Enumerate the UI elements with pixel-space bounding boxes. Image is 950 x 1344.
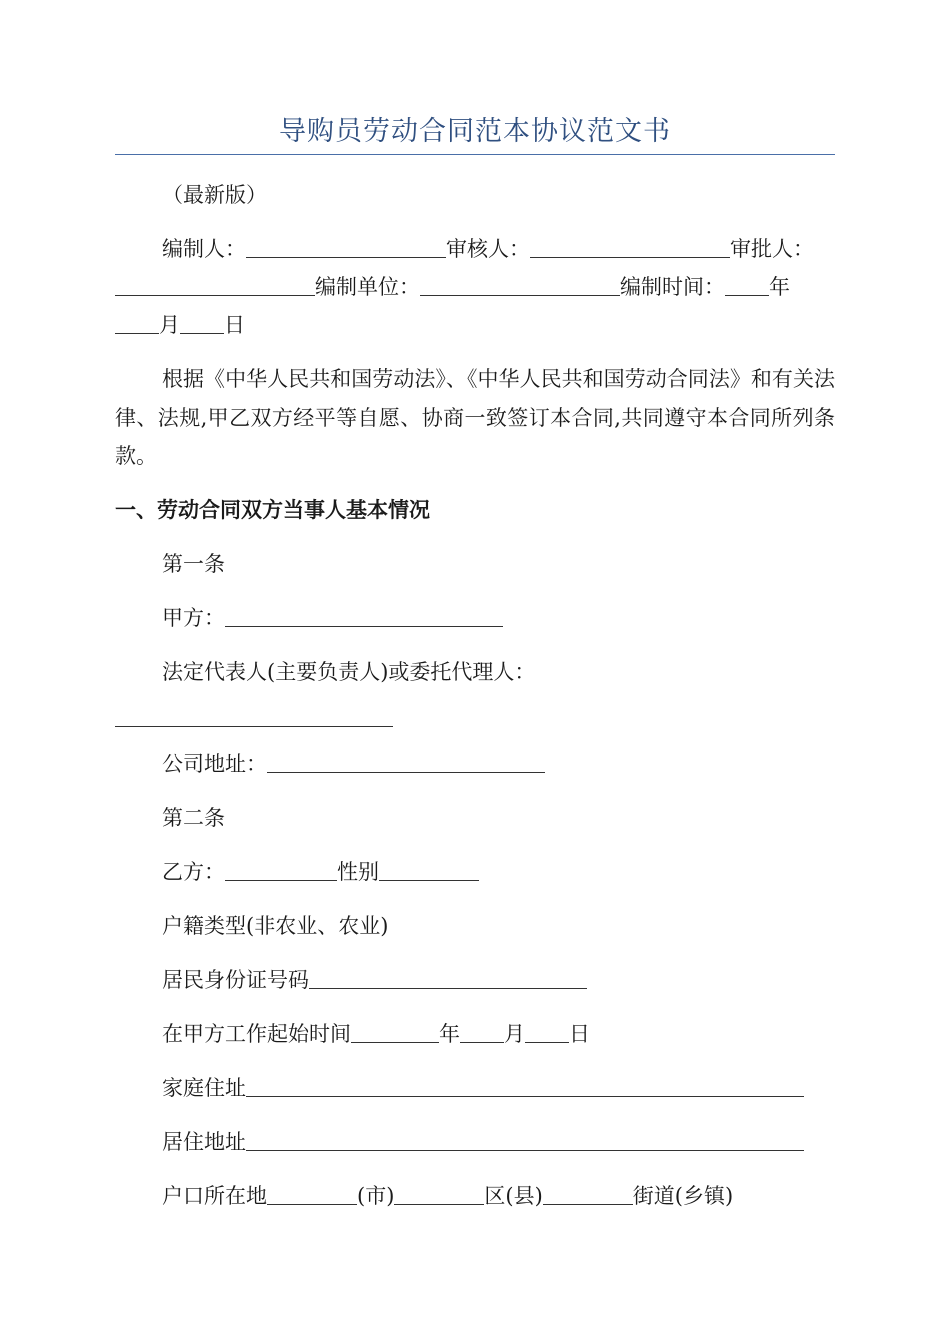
meta-line-2 [115,268,835,306]
approver-blank[interactable] [115,275,315,296]
hukou-type: 户籍类型(非农业、农业) [162,914,389,938]
city-blank[interactable] [267,1184,357,1205]
start-year-blank[interactable] [351,1022,439,1043]
residence-line [115,1123,835,1161]
reviewer-blank[interactable] [530,237,730,258]
residence-label: 居住地址 [162,1130,246,1154]
party-b-line [115,853,835,891]
gender-blank[interactable] [379,860,479,881]
party-a-line [115,599,835,637]
home-blank[interactable] [246,1076,804,1097]
residence-blank[interactable] [246,1130,804,1151]
year-label: 年 [769,275,790,299]
party-a-blank[interactable] [225,606,503,627]
start-day-blank[interactable] [525,1022,569,1043]
meta-line-3 [115,306,835,344]
article-2: 第二条 [162,806,225,830]
district-label: 区(县) [484,1184,543,1208]
document-title: 导购员劳动合同范本协议范文书 [279,116,671,147]
street-blank[interactable] [543,1184,633,1205]
hukou-place-label: 户口所在地 [162,1184,267,1208]
legal-rep-blank[interactable] [115,706,393,727]
party-b-blank[interactable] [225,860,337,881]
id-label: 居民身份证号码 [162,968,309,992]
start-label: 在甲方工作起始时间 [162,1022,351,1046]
legal-rep-line [115,699,835,737]
title-underline [115,154,835,155]
time-label: 编制时间： [620,275,725,299]
hukou-place-line [115,1177,835,1215]
unit-label: 编制单位： [315,275,420,299]
city-label: (市) [357,1184,395,1208]
year-blank[interactable] [725,275,769,296]
month-label: 月 [159,313,180,337]
start-month-label: 月 [504,1022,525,1046]
start-year-label: 年 [439,1022,460,1046]
id-blank[interactable] [309,968,587,989]
address-blank[interactable] [267,752,545,773]
article-1: 第一条 [162,552,225,576]
party-b-label: 乙方： [162,860,225,884]
intro-paragraph: 根据《中华人民共和国劳动法》、《中华人民共和国劳动合同法》和有关法律、法规,甲乙双方经平等自愿、协商一致签订本合同,共同遵守本合同所列条款。 [115,367,835,468]
start-day-label: 日 [569,1022,590,1046]
start-month-blank[interactable] [460,1022,504,1043]
approver-label: 审批人： [730,237,814,261]
unit-blank[interactable] [420,275,620,296]
party-a-label: 甲方： [162,606,225,630]
day-blank[interactable] [180,313,224,334]
id-line [115,961,835,999]
home-label: 家庭住址 [162,1076,246,1100]
reviewer-label: 审核人： [446,237,530,261]
address-label: 公司地址： [162,752,267,776]
street-label: 街道(乡镇) [632,1184,734,1208]
district-blank[interactable] [394,1184,484,1205]
start-time-line [115,1015,835,1053]
edition-note: （最新版） [162,183,267,207]
compiler-label: 编制人： [162,237,246,261]
legal-rep-label: 法定代表人(主要负责人)或委托代理人： [162,660,536,684]
compiler-blank[interactable] [246,237,446,258]
gender-label: 性别 [337,860,379,884]
meta-line-1 [115,230,835,268]
day-label: 日 [224,313,245,337]
address-line [115,745,835,783]
home-address-line [115,1069,835,1107]
section-heading: 一、劳动合同双方当事人基本情况 [115,497,430,522]
month-blank[interactable] [115,313,159,334]
